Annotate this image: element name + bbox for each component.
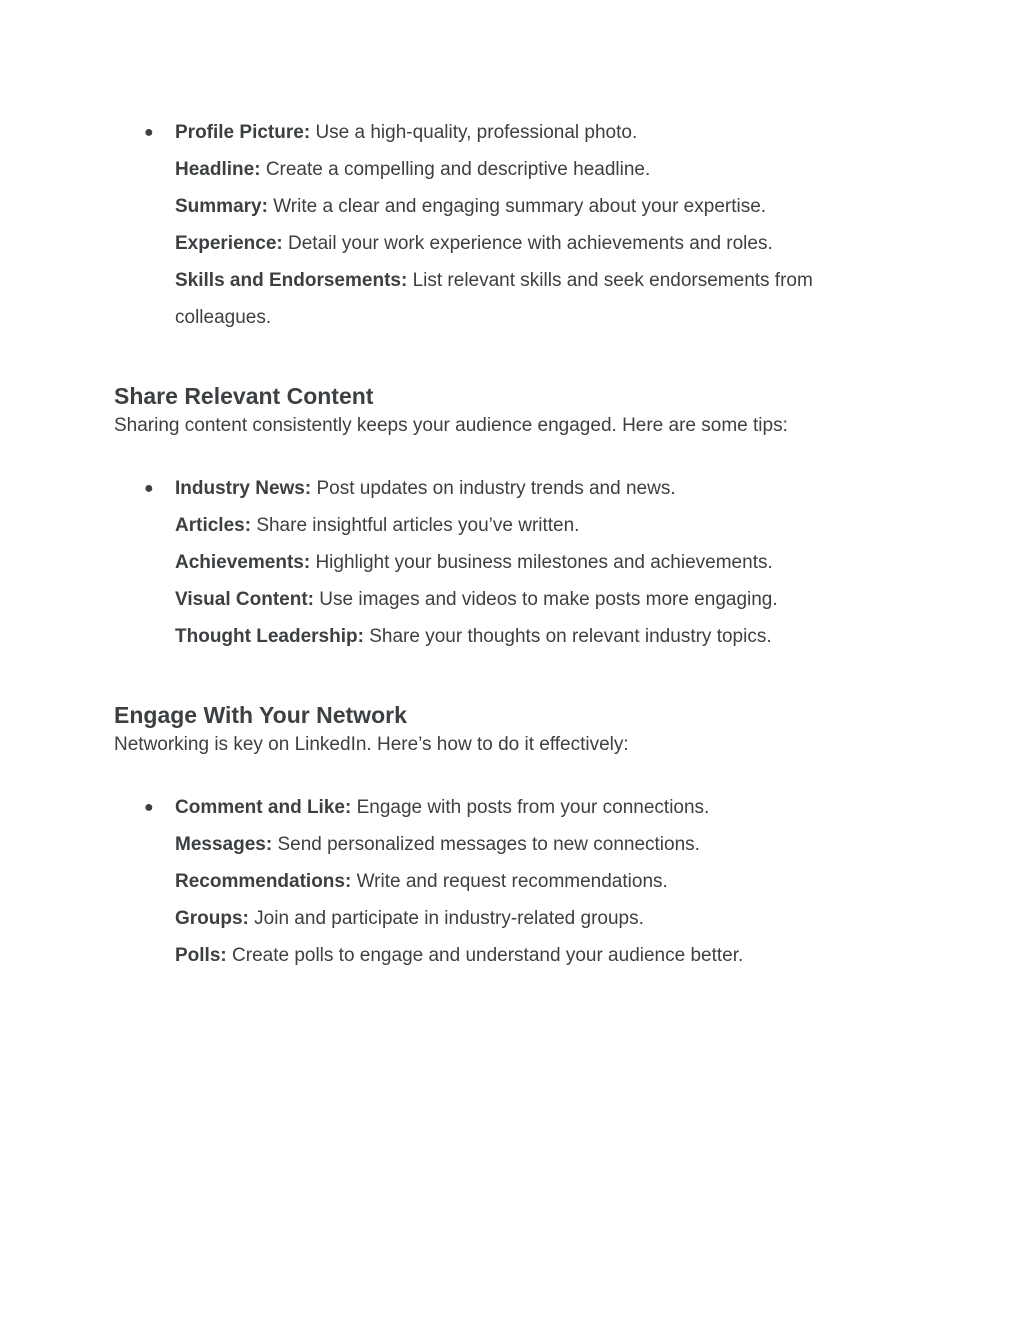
bullet-icon: ● <box>144 799 154 816</box>
list-item <box>175 863 875 900</box>
item-term: Skills and Endorsements: <box>175 270 408 291</box>
list-item <box>175 225 875 262</box>
list-item <box>175 544 875 581</box>
item-text: List relevant skills and seek endorsements from <box>412 270 813 291</box>
item-text: Use images and videos to make posts more engaging. <box>319 589 778 610</box>
item-text: Create a compelling and descriptive headline. <box>265 159 651 180</box>
list-item <box>175 581 875 618</box>
item-term: Articles: <box>175 515 252 536</box>
item-text: Share your thoughts on relevant industry topics. <box>369 626 772 647</box>
item-text: Send personalized messages to new connections. <box>277 834 700 855</box>
list-item <box>175 470 875 507</box>
list-item <box>175 826 875 863</box>
item-term: Headline: <box>175 159 261 180</box>
list-item <box>175 188 875 225</box>
item-text: Use a high-quality, professional photo. <box>315 122 638 143</box>
bullet-icon: ● <box>144 124 154 141</box>
item-term: Recommendations: <box>175 871 352 892</box>
item-term: Industry News: <box>175 478 312 499</box>
item-term: Groups: <box>175 908 249 929</box>
item-text: Create polls to engage and understand your audience better. <box>232 945 744 966</box>
item-term: Summary: <box>175 196 268 217</box>
list-item <box>175 937 875 974</box>
item-term: Polls: <box>175 945 227 966</box>
list-item-continuation <box>175 299 875 336</box>
item-term: Comment and Like: <box>175 797 352 818</box>
item-text: Post updates on industry trends and news. <box>316 478 676 499</box>
list-item <box>175 151 875 188</box>
item-term: Messages: <box>175 834 273 855</box>
item-text: Highlight your business milestones and achievements. <box>315 552 773 573</box>
item-text: Detail your work experience with achievements and roles. <box>288 233 773 254</box>
section-intro: Networking is key on LinkedIn. Here’s how to do it effectively: <box>114 734 629 755</box>
list-item <box>175 900 875 937</box>
item-term: Achievements: <box>175 552 311 573</box>
section-heading: Share Relevant Content <box>114 383 374 409</box>
item-term: Thought Leadership: <box>175 626 364 647</box>
item-term: Experience: <box>175 233 283 254</box>
section-intro: Sharing content consistently keeps your audience engaged. Here are some tips: <box>114 415 788 436</box>
item-term: Visual Content: <box>175 589 314 610</box>
item-term: Profile Picture: <box>175 122 311 143</box>
list-item <box>175 618 875 655</box>
item-text: Join and participate in industry-related groups. <box>254 908 644 929</box>
bullet-icon: ● <box>144 480 154 497</box>
section-heading: Engage With Your Network <box>114 702 407 728</box>
item-text: colleagues. <box>175 307 272 328</box>
list-item <box>175 262 875 299</box>
item-text: Write a clear and engaging summary about your expertise. <box>273 196 767 217</box>
list-item <box>175 507 875 544</box>
list-item <box>175 114 875 151</box>
item-text: Engage with posts from your connections. <box>356 797 710 818</box>
item-text: Write and request recommendations. <box>356 871 668 892</box>
item-text: Share insightful articles you’ve written. <box>256 515 580 536</box>
list-item <box>175 789 875 826</box>
